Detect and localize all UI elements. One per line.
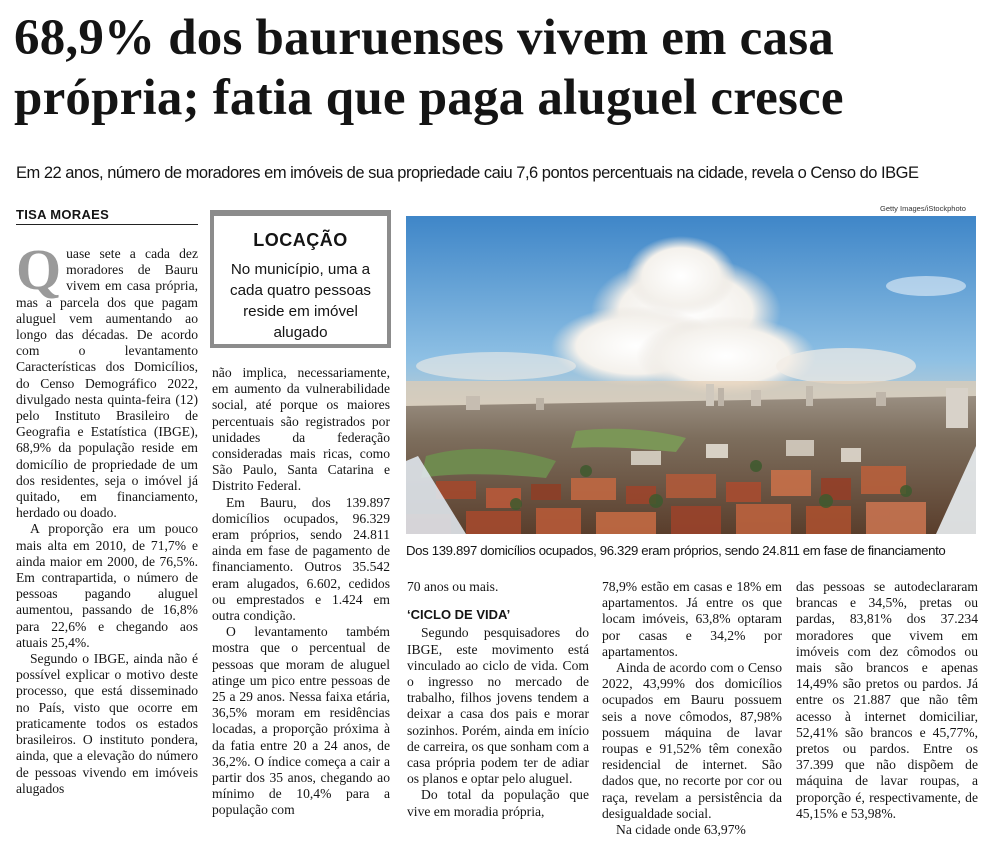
byline-divider — [16, 224, 198, 225]
section-subtitle: ‘CICLO DE VIDA’ — [407, 607, 511, 623]
paragraph: Do total da população que vive em moradia própria, — [407, 787, 589, 819]
paragraph: Em Bauru, dos 139.897 domicílios ocupados, 96.329 eram próprios, sendo 24.811 ainda em fase de pagamento de financiamento. Outros 35.542 eram alugados, 6.602, cedidos ou emprestados e 1.424 em outra condição. — [212, 494, 390, 624]
article-column-2 — [212, 365, 390, 819]
callout-box — [210, 210, 391, 348]
headline — [14, 8, 989, 128]
article-column-3 — [407, 579, 589, 820]
article-column-5 — [796, 579, 978, 822]
photo-caption: Dos 139.897 domicílios ocupados, 96.329 eram próprios, sendo 24.811 em fase de financiamento — [406, 543, 946, 558]
paragraph: 78,9% estão em casas e 18% em apartamentos. Já entre os que locam imóveis, 63,8% optaram por casas e 34,2% por apartamentos. — [602, 579, 782, 659]
callout-title: LOCAÇÃO — [253, 230, 348, 250]
paragraph: O levantamento também mostra que o percentual de pessoas que moram de aluguel atinge um pico entre pessoas de 25 a 29 anos. Nessa faixa etária, 36,5% moram em residências locadas, a proporção próxima à da fatia entre 20 a 24 anos, de 36,2%. O índice começa a cair a partir dos 35 anos, chegando ao mínimo de 10,4% para a população com — [212, 624, 390, 818]
callout-text: No município, uma a cada quatro pessoas reside em imóvel alugado — [229, 261, 371, 341]
paragraph: das pessoas se autodeclararam brancas e 34,5%, pretas ou pardas, 83,81% dos 37.234 moradores que vivem em imóveis com dez cômodos ou mais são brancos e apenas 14,49% são pretos ou pardos. Já entre os 21.887 que não têm acesso à internet domiciliar, 52,41% são brancos e 45,77%, pretos ou pardos. Entre os 37.399 que não dispõem de máquina de lavar roupas, a proporção é, respectivamente, de 45,15% e 53,98%. — [796, 579, 978, 821]
paragraph: Segundo o IBGE, ainda não é possível explicar o motivo deste processo, que está disseminado no País, visto que ocorre em praticamente todos os estados brasileiros. O instituto pondera, ainda, que a elevação do número de pessoas vivendo em imóveis alugados — [16, 651, 198, 796]
paragraph: Ainda de acordo com o Censo 2022, 43,99% dos domicílios ocupados em Bauru possuem seis a nove cômodos, 87,98% possuem máquina de lavar roupas e 91,52% têm conexão residencial de internet. São dados que, no recorte por cor ou raça, revelam a persistência da desigualdade social. — [602, 660, 782, 821]
subheadline: Em 22 anos, número de moradores em imóveis de sua propriedade caiu 7,6 pontos percentuais na cidade, revela o Censo do IBGE — [16, 164, 919, 182]
paragraph: Na cidade onde 63,97% — [616, 822, 746, 838]
paragraph: 70 anos ou mais. — [407, 579, 499, 594]
city-skyline-photo — [406, 216, 976, 534]
paragraph — [16, 237, 198, 521]
photo-credit: Getty Images/iStockphoto — [880, 204, 966, 213]
article-column-1 — [16, 237, 198, 797]
byline: TISA MORAES — [16, 207, 110, 222]
headline-line-2: própria; fatia que paga aluguel cresce — [14, 70, 844, 126]
paragraph: não implica, necessariamente, em aumento da vulnerabilidade social, até porque os maiores percentuais são registrados por unidades da federação consideradas mais ricas, como São Paulo, Santa Catarina e Distrito Federal. — [212, 365, 390, 494]
article-column-4 — [602, 579, 782, 838]
paragraph-text: uase sete a cada dez moradores de Bauru vivem em casa própria, mas a parcela dos que pagam aluguel vem aumentando ao longo das décadas. De acordo com o levantamento Características dos Domicílios, do Censo Demográfico 2022, divulgado nesta quinta-feira (12) pelo Instituto Brasileiro de Geografia e Estatística (IBGE), 68,9% da população reside em domicílio de propriedade de um dos residentes, seja o imóvel já quitado, em financiamento, herdado ou doado. — [16, 246, 198, 521]
drop-cap: Q — [16, 237, 62, 302]
paragraph: Segundo pesquisadores do IBGE, este movimento está vinculado ao ciclo de vida. Com o ingresso no mercado de trabalho, filhos jovens tendem a deixar a casa dos pais e morar sozinhos. Porém, ainda em início de carreira, os que sonham com a casa própria podem ter de adiar os planos e optar pelo aluguel. — [407, 625, 589, 787]
paragraph: A proporção era um pouco mais alta em 2010, de 71,7% e ainda maior em 2000, de 76,5%. Em contrapartida, o número de pessoas pagando aluguel aumentou, passando de 16,8% para 22,6% e chegando aos atuais 25,4%. — [16, 521, 198, 650]
headline-line-1: 68,9% dos bauruenses vivem em casa — [14, 10, 834, 66]
